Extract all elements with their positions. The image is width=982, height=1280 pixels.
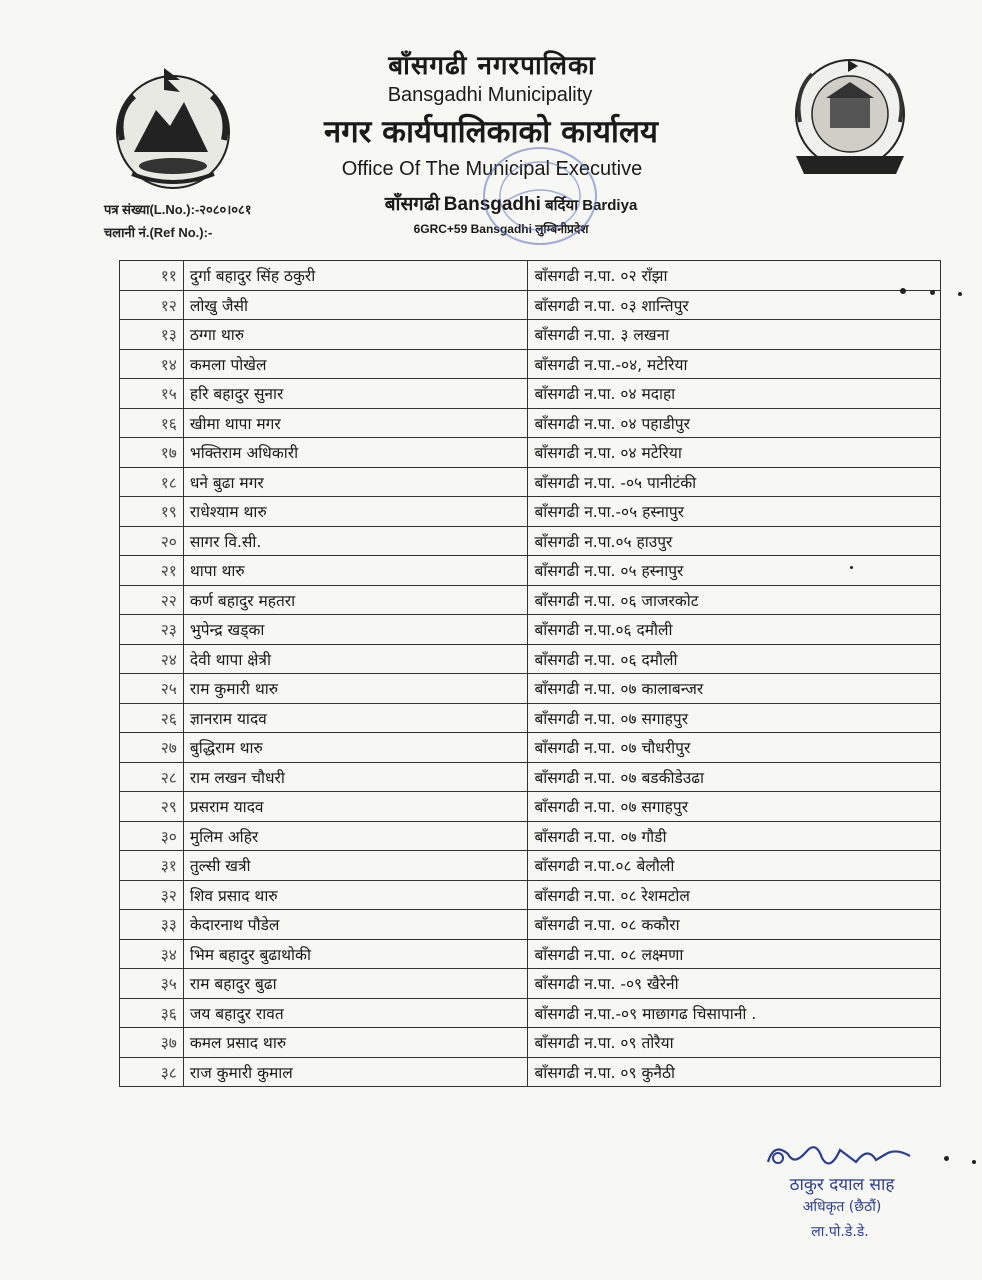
row-address: बाँसगढी न.पा.-०५ हस्नापुर bbox=[528, 497, 941, 527]
table-row bbox=[120, 821, 941, 851]
row-address: बाँसगढी न.पा. ०६ जाजरकोट bbox=[528, 585, 941, 615]
row-name: तुल्सी खत्री bbox=[183, 851, 528, 881]
row-address: बाँसगढी न.पा. ०४ पहाडीपुर bbox=[528, 408, 941, 438]
scan-speck bbox=[850, 566, 853, 569]
row-number: ३३ bbox=[120, 910, 184, 940]
table-row bbox=[120, 379, 941, 409]
municipality-title-np: बाँसगढी नगरपालिका bbox=[388, 51, 596, 81]
row-number: २६ bbox=[120, 703, 184, 733]
address-en: Bansgadhi bbox=[443, 194, 541, 215]
row-name: राज कुमारी कुमाल bbox=[183, 1057, 528, 1087]
municipality-title-en: Bansgadhi Municipality bbox=[387, 84, 593, 106]
row-address: बाँसगढी न.पा. ०३ शान्तिपुर bbox=[528, 290, 941, 320]
signatory-post: अधिकृत (छैठौं) bbox=[802, 1199, 882, 1215]
scan-speck bbox=[944, 1156, 949, 1161]
row-address: बाँसगढी न.पा.०६ दमौली bbox=[528, 615, 941, 645]
beneficiary-table bbox=[119, 260, 941, 1087]
row-name: राम बहादुर बुढा bbox=[183, 969, 528, 999]
table-row bbox=[120, 851, 941, 881]
row-number: १३ bbox=[120, 320, 184, 350]
table-row bbox=[120, 438, 941, 468]
row-number: २८ bbox=[120, 762, 184, 792]
address-np: बाँसगढी bbox=[384, 194, 440, 215]
row-address: बाँसगढी न.पा.०८ बेलौली bbox=[528, 851, 941, 881]
scan-speck bbox=[958, 292, 962, 296]
table-row bbox=[120, 1057, 941, 1087]
table-row bbox=[120, 969, 941, 999]
row-name: ज्ञानराम यादव bbox=[183, 703, 528, 733]
row-name: भक्तिराम अधिकारी bbox=[183, 438, 528, 468]
row-address: बाँसगढी न.पा. ०४ मदाहा bbox=[528, 379, 941, 409]
row-number: १४ bbox=[120, 349, 184, 379]
office-title-en: Office Of The Municipal Executive bbox=[341, 158, 643, 180]
table-row bbox=[120, 733, 941, 763]
row-name: भिम बहादुर बुढाथोकी bbox=[183, 939, 528, 969]
table-row bbox=[120, 644, 941, 674]
row-name: शिव प्रसाद थारु bbox=[183, 880, 528, 910]
row-address: बाँसगढी न.पा. ०९ तोरैया bbox=[528, 1028, 941, 1058]
row-number: ३५ bbox=[120, 969, 184, 999]
row-number: १८ bbox=[120, 467, 184, 497]
row-address: बाँसगढी न.पा. ०७ सगाहपुर bbox=[528, 792, 941, 822]
row-address: बाँसगढी न.पा. ०८ लक्ष्मणा bbox=[528, 939, 941, 969]
row-address: बाँसगढी न.पा. ०८ ककौरा bbox=[528, 910, 941, 940]
signatory-name: ठाकुर दयाल साह bbox=[789, 1175, 895, 1195]
row-number: २४ bbox=[120, 644, 184, 674]
row-number: ३६ bbox=[120, 998, 184, 1028]
row-number: ११ bbox=[120, 261, 184, 291]
row-address: बाँसगढी न.पा. ०७ गौडी bbox=[528, 821, 941, 851]
row-address: बाँसगढी न.पा.-०९ माछागढ चिसापानी . bbox=[528, 998, 941, 1028]
row-name: लोखु जैसी bbox=[183, 290, 528, 320]
table-row bbox=[120, 880, 941, 910]
row-number: २५ bbox=[120, 674, 184, 704]
row-address: बाँसगढी न.पा. ०७ कालाबन्जर bbox=[528, 674, 941, 704]
row-number: १७ bbox=[120, 438, 184, 468]
table-row bbox=[120, 910, 941, 940]
row-name: केदारनाथ पौडेल bbox=[183, 910, 528, 940]
row-number: २० bbox=[120, 526, 184, 556]
table-row bbox=[120, 585, 941, 615]
row-name: मुलिम अहिर bbox=[183, 821, 528, 851]
row-name: कर्ण बहादुर महतरा bbox=[183, 585, 528, 615]
row-number: ३४ bbox=[120, 939, 184, 969]
reference-number: चलानी नं.(Ref No.):- bbox=[104, 225, 213, 240]
row-address: बाँसगढी न.पा. ०७ सगाहपुर bbox=[528, 703, 941, 733]
row-number: ३१ bbox=[120, 851, 184, 881]
table-row bbox=[120, 674, 941, 704]
scan-speck bbox=[930, 290, 935, 295]
row-number: २१ bbox=[120, 556, 184, 586]
letter-number: पत्र संख्या(L.No.):-२०८०।०८१ bbox=[104, 202, 252, 217]
row-name: राम कुमारी थारु bbox=[183, 674, 528, 704]
row-address: बाँसगढी न.पा. ०७ बडकीडेउढा bbox=[528, 762, 941, 792]
table-row bbox=[120, 556, 941, 586]
row-name: खीमा थापा मगर bbox=[183, 408, 528, 438]
signatory-department: ला.पो.डे.डे. bbox=[811, 1224, 869, 1240]
address-district: बर्दिया Bardiya bbox=[545, 197, 638, 214]
table-row bbox=[120, 615, 941, 645]
table-row bbox=[120, 998, 941, 1028]
table-row bbox=[120, 290, 941, 320]
row-name: दुर्गा बहादुर सिंह ठकुरी bbox=[183, 261, 528, 291]
row-address: बाँसगढी न.पा. ०८ रेशमटोल bbox=[528, 880, 941, 910]
table-row bbox=[120, 320, 941, 350]
table-row bbox=[120, 762, 941, 792]
municipality-logo-icon bbox=[786, 52, 914, 192]
row-address: बाँसगढी न.पा.०५ हाउपुर bbox=[528, 526, 941, 556]
row-name: धने बुढा मगर bbox=[183, 467, 528, 497]
row-address: बाँसगढी न.पा. ३ लखना bbox=[528, 320, 941, 350]
row-name: देवी थापा क्षेत्री bbox=[183, 644, 528, 674]
row-name: कमला पोखेल bbox=[183, 349, 528, 379]
table-row bbox=[120, 703, 941, 733]
row-address: बाँसगढी न.पा. ०६ दमौली bbox=[528, 644, 941, 674]
row-address: बाँसगढी न.पा. ०४ मटेरिया bbox=[528, 438, 941, 468]
row-name: कमल प्रसाद थारु bbox=[183, 1028, 528, 1058]
row-number: १६ bbox=[120, 408, 184, 438]
row-number: २२ bbox=[120, 585, 184, 615]
row-number: १५ bbox=[120, 379, 184, 409]
plus-code: 6GRC+59 Bansgadhi लुम्बिनीप्रदेश bbox=[413, 222, 589, 236]
row-name: हरि बहादुर सुनार bbox=[183, 379, 528, 409]
row-address: बाँसगढी न.पा. ०९ कुनैठी bbox=[528, 1057, 941, 1087]
row-number: २९ bbox=[120, 792, 184, 822]
row-name: राम लखन चौधरी bbox=[183, 762, 528, 792]
row-number: २३ bbox=[120, 615, 184, 645]
table-row bbox=[120, 497, 941, 527]
row-address: बाँसगढी न.पा.-०४, मटेरिया bbox=[528, 349, 941, 379]
row-address: बाँसगढी न.पा. ०५ हस्नापुर bbox=[528, 556, 941, 586]
table-row bbox=[120, 1028, 941, 1058]
beneficiary-table-body bbox=[120, 261, 941, 1087]
scan-speck bbox=[900, 288, 906, 294]
row-number: १२ bbox=[120, 290, 184, 320]
row-name: ठग्गा थारु bbox=[183, 320, 528, 350]
table-row bbox=[120, 467, 941, 497]
office-stamp-icon bbox=[478, 140, 602, 250]
row-number: १९ bbox=[120, 497, 184, 527]
row-number: ३७ bbox=[120, 1028, 184, 1058]
row-number: २७ bbox=[120, 733, 184, 763]
table-row bbox=[120, 349, 941, 379]
nepal-emblem-icon bbox=[104, 62, 242, 194]
row-number: ३० bbox=[120, 821, 184, 851]
table-row bbox=[120, 526, 941, 556]
scan-speck bbox=[972, 1160, 976, 1164]
table-row bbox=[120, 408, 941, 438]
row-address: बाँसगढी न.पा. ०७ चौधरीपुर bbox=[528, 733, 941, 763]
row-name: सागर वि.सी. bbox=[183, 526, 528, 556]
row-name: जय बहादुर रावत bbox=[183, 998, 528, 1028]
row-name: राधेश्याम थारु bbox=[183, 497, 528, 527]
row-address: बाँसगढी न.पा. ०२ राँझा bbox=[528, 261, 941, 291]
row-name: बुद्धिराम थारु bbox=[183, 733, 528, 763]
row-name: भुपेन्द्र खड्का bbox=[183, 615, 528, 645]
row-address: बाँसगढी न.पा. -०९ खैरेनी bbox=[528, 969, 941, 999]
table-row bbox=[120, 939, 941, 969]
table-row bbox=[120, 261, 941, 291]
table-row bbox=[120, 792, 941, 822]
row-number: ३२ bbox=[120, 880, 184, 910]
office-title-np: नगर कार्यपालिकाको कार्यालय bbox=[324, 114, 658, 150]
row-address: बाँसगढी न.पा. -०५ पानीटंकी bbox=[528, 467, 941, 497]
row-name: थापा थारु bbox=[183, 556, 528, 586]
row-number: ३८ bbox=[120, 1057, 184, 1087]
row-name: प्रसराम यादव bbox=[183, 792, 528, 822]
